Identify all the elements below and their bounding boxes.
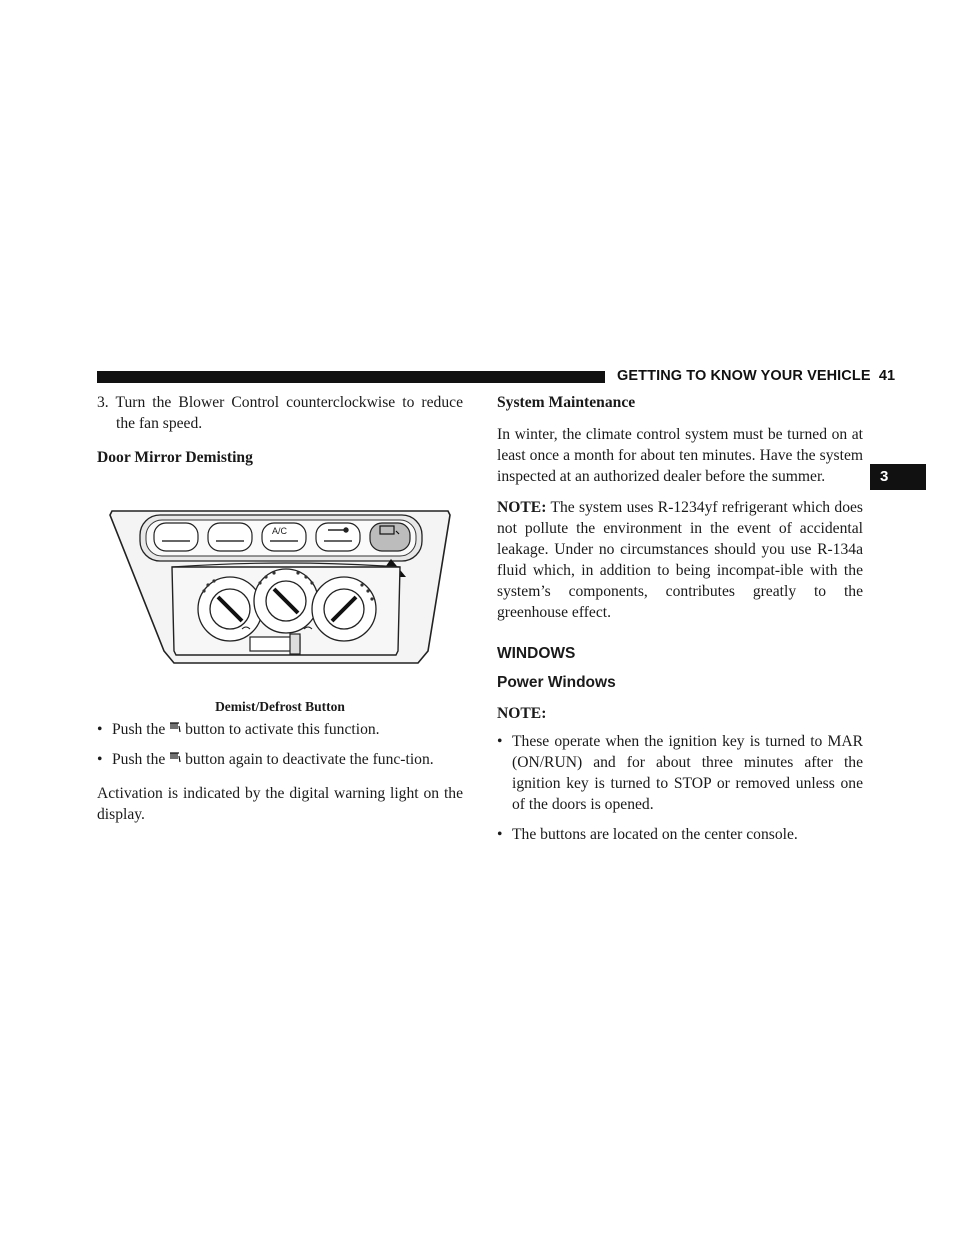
bullet-text-pre: Push the xyxy=(112,751,166,768)
header-rule xyxy=(97,371,605,383)
heading-power-windows: Power Windows xyxy=(497,674,616,691)
bullet-item xyxy=(97,719,463,740)
bullet-item xyxy=(497,824,863,845)
step-3 xyxy=(97,392,463,434)
bullet-dot: • xyxy=(497,826,503,843)
bullet-item xyxy=(497,731,863,815)
ac-label: A/C xyxy=(272,526,288,536)
step-text: Turn the Blower Control counterclockwise to reduce the fan speed. xyxy=(115,394,463,432)
maintenance-text: In winter, the climate control system must be turned on at least once a month for about ten minutes. Have the system inspected at an authorized dealer before the summer. xyxy=(497,426,863,485)
note-text: The system uses R-1234yf refrigerant which does not pollute the environment in the event of accidental leakage. Under no circumstances should you use R-134a fluid which, in addition to being incompat-ible with the system’s components, contributes greatly to the greenhouse effect. xyxy=(497,499,863,621)
page-number: 41 xyxy=(878,368,896,384)
left-column xyxy=(97,392,463,825)
heading-windows: WINDOWS xyxy=(497,645,576,662)
bullet-dot: • xyxy=(97,721,103,738)
bullet-item xyxy=(97,749,463,770)
note-refrigerant xyxy=(497,497,863,623)
bullet-text-post: button to activate this function. xyxy=(185,721,380,738)
note-label: NOTE: xyxy=(497,499,547,516)
note-label: NOTE: xyxy=(497,705,547,722)
bullet-text: The buttons are located on the center console. xyxy=(512,826,798,843)
step-number: 3. xyxy=(97,394,109,411)
bullet-text-pre: Push the xyxy=(112,721,166,738)
figure-demist xyxy=(97,501,463,693)
heading-system-maintenance: System Maintenance xyxy=(497,394,636,411)
chapter-tab: 3 xyxy=(870,464,926,490)
running-header xyxy=(617,368,895,384)
header-title: GETTING TO KNOW YOUR VEHICLE xyxy=(617,368,871,384)
defrost-icon xyxy=(169,751,181,765)
heading-door-mirror: Door Mirror Demisting xyxy=(97,449,253,466)
activation-text: Activation is indicated by the digital warning light on the display. xyxy=(97,785,463,823)
figure-caption: Demist/Defrost Button xyxy=(215,699,345,714)
defrost-icon xyxy=(169,721,181,735)
bullet-dot: • xyxy=(97,751,103,768)
climate-panel-illustration xyxy=(100,501,460,693)
bullet-text: These operate when the ignition key is turned to MAR (ON/RUN) and for about three minutes after the ignition key is turned to STOP or removed unless one of the doors is opened. xyxy=(512,733,863,813)
bullet-text-post: button again to deactivate the func-tion. xyxy=(185,751,434,768)
right-column xyxy=(497,392,863,845)
bullet-dot: • xyxy=(497,733,503,750)
